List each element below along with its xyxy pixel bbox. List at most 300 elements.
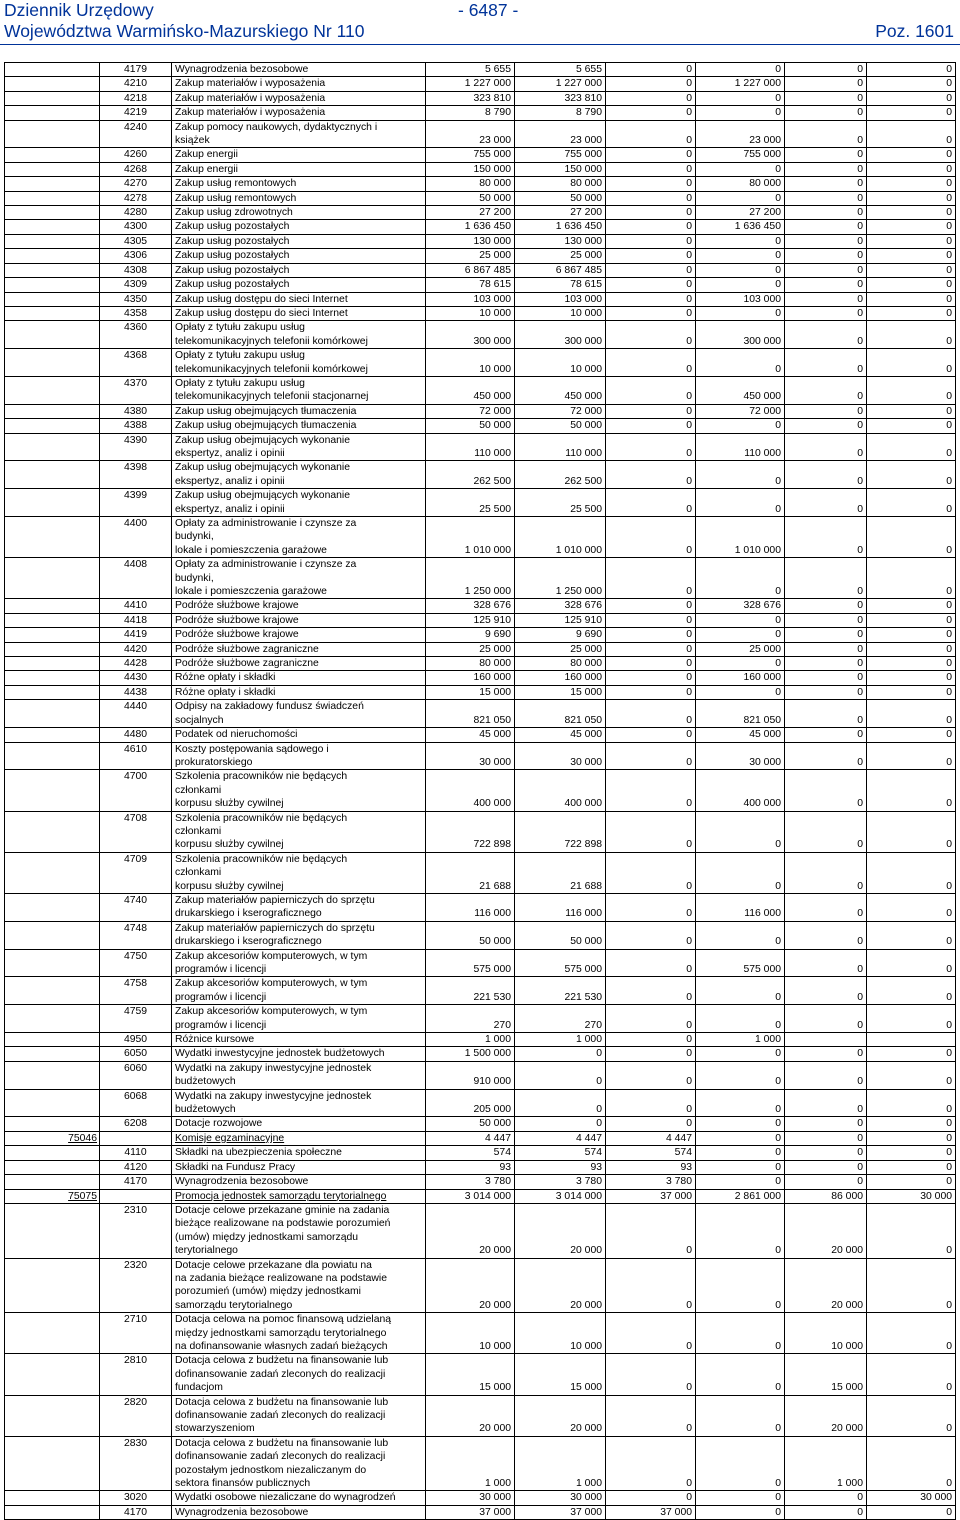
paragraph-code: 4358 xyxy=(100,306,172,320)
paragraph-code: 4438 xyxy=(100,685,172,699)
chapter-cell xyxy=(5,1175,100,1189)
amount-current: 20 000 xyxy=(515,1395,606,1436)
paragraph-code xyxy=(100,1131,172,1145)
amount-total: 50 000 xyxy=(426,419,515,433)
table-row xyxy=(5,220,956,234)
amount-total: 25 500 xyxy=(426,489,515,517)
amount-grants: 0 xyxy=(785,77,867,91)
amount-salaries: 0 xyxy=(606,1061,696,1089)
paragraph-code: 2310 xyxy=(100,1203,172,1258)
paragraph-code: 4280 xyxy=(100,206,172,220)
amount-total: 110 000 xyxy=(426,433,515,461)
amount-current: 130 000 xyxy=(515,234,606,248)
item-name: Składki na ubezpieczenia społeczne xyxy=(172,1146,426,1160)
item-name: Wynagrodzenia bezosobowe xyxy=(172,63,426,77)
paragraph-code: 4390 xyxy=(100,433,172,461)
item-name: Zakup usług remontowych xyxy=(172,191,426,205)
amount-other: 0 xyxy=(867,657,956,671)
item-name: Wydatki osobowe niezaliczane do wynagrodzeń xyxy=(172,1491,426,1505)
table-row xyxy=(5,321,956,349)
amount-current: 25 000 xyxy=(515,249,606,263)
table-row xyxy=(5,977,956,1005)
table-row xyxy=(5,191,956,205)
table-row xyxy=(5,1047,956,1061)
item-name: Opłaty za administrowanie i czynsze za budynki, lokale i pomieszczenia garażowe xyxy=(172,558,426,599)
chapter-cell xyxy=(5,1033,100,1047)
chapter-cell xyxy=(5,234,100,248)
table-row xyxy=(5,949,956,977)
item-name: Dotacje celowe przekazane gminie na zadania bieżące realizowane na podstawie porozumień (umów) między jednostkami samorządu terytorialnego xyxy=(172,1203,426,1258)
amount-salaries: 0 xyxy=(606,517,696,558)
chapter-cell xyxy=(5,404,100,418)
chapter-cell xyxy=(5,1117,100,1131)
paragraph-code: 4300 xyxy=(100,220,172,234)
item-name: Wydatki na zakupy inwestycyjne jednostek budżetowych xyxy=(172,1089,426,1117)
amount-salaries: 3 780 xyxy=(606,1175,696,1189)
item-name: Różnice kursowe xyxy=(172,1033,426,1047)
amount-current: 50 000 xyxy=(515,419,606,433)
item-name: Dotacja celowa z budżetu na finansowanie lub dofinansowanie zadań zleconych do realizacji pozostałym jednostkom niezaliczanym do sektora finansów publicznych xyxy=(172,1436,426,1491)
amount-other: 0 xyxy=(867,292,956,306)
amount-other: 0 xyxy=(867,419,956,433)
amount-grants: 0 xyxy=(785,811,867,852)
chapter-cell xyxy=(5,77,100,91)
chapter-cell xyxy=(5,206,100,220)
paragraph-code: 4308 xyxy=(100,263,172,277)
amount-grants: 0 xyxy=(785,700,867,728)
amount-salaries: 0 xyxy=(606,811,696,852)
amount-statutory: 23 000 xyxy=(696,120,785,148)
amount-current: 15 000 xyxy=(515,685,606,699)
amount-current: 93 xyxy=(515,1160,606,1174)
amount-other: 0 xyxy=(867,599,956,613)
amount-total: 25 000 xyxy=(426,642,515,656)
table-row xyxy=(5,685,956,699)
amount-salaries: 0 xyxy=(606,489,696,517)
amount-total: 50 000 xyxy=(426,1117,515,1131)
paragraph-code: 4210 xyxy=(100,77,172,91)
amount-total: 23 000 xyxy=(426,120,515,148)
table-row xyxy=(5,120,956,148)
amount-other: 30 000 xyxy=(867,1189,956,1203)
amount-current: 262 500 xyxy=(515,461,606,489)
amount-current: 50 000 xyxy=(515,921,606,949)
amount-current: 150 000 xyxy=(515,162,606,176)
paragraph-code: 4708 xyxy=(100,811,172,852)
amount-current: 10 000 xyxy=(515,349,606,377)
amount-statutory: 0 xyxy=(696,1131,785,1145)
item-name: Zakup akcesoriów komputerowych, w tym programów i licencji xyxy=(172,949,426,977)
paragraph-code: 4170 xyxy=(100,1175,172,1189)
paragraph-code: 4179 xyxy=(100,63,172,77)
amount-grants xyxy=(785,1033,867,1047)
amount-other: 0 xyxy=(867,206,956,220)
amount-statutory: 0 xyxy=(696,1160,785,1174)
paragraph-code: 2820 xyxy=(100,1395,172,1436)
amount-other: 0 xyxy=(867,893,956,921)
paragraph-code: 4748 xyxy=(100,921,172,949)
item-name: Zakup usług obejmujących tłumaczenia xyxy=(172,419,426,433)
table-row xyxy=(5,1491,956,1505)
amount-current: 20 000 xyxy=(515,1258,606,1313)
amount-current: 30 000 xyxy=(515,742,606,770)
amount-other: 0 xyxy=(867,770,956,811)
paragraph-code: 4370 xyxy=(100,376,172,404)
table-row xyxy=(5,263,956,277)
item-name: Zakup materiałów i wyposażenia xyxy=(172,91,426,105)
table-row xyxy=(5,77,956,91)
item-name: Zakup usług obejmujących wykonanie ekspertyz, analiz i opinii xyxy=(172,461,426,489)
item-name: Szkolenia pracowników nie będących członkami korpusu służby cywilnej xyxy=(172,852,426,893)
amount-current: 221 530 xyxy=(515,977,606,1005)
amount-statutory: 0 xyxy=(696,628,785,642)
amount-grants: 0 xyxy=(785,461,867,489)
amount-salaries: 0 xyxy=(606,306,696,320)
amount-other: 0 xyxy=(867,162,956,176)
chapter-cell xyxy=(5,613,100,627)
item-name: Szkolenia pracowników nie będących członkami korpusu służby cywilnej xyxy=(172,811,426,852)
item-name: Zakup usług zdrowotnych xyxy=(172,206,426,220)
amount-statutory: 575 000 xyxy=(696,949,785,977)
amount-salaries: 0 xyxy=(606,106,696,120)
paragraph-code: 4399 xyxy=(100,489,172,517)
amount-grants: 0 xyxy=(785,949,867,977)
amount-statutory: 0 xyxy=(696,1061,785,1089)
paragraph-code: 4420 xyxy=(100,642,172,656)
amount-grants: 0 xyxy=(785,349,867,377)
amount-grants: 0 xyxy=(785,1146,867,1160)
amount-total: 9 690 xyxy=(426,628,515,642)
amount-statutory: 1 000 xyxy=(696,1033,785,1047)
amount-current: 4 447 xyxy=(515,1131,606,1145)
amount-grants: 0 xyxy=(785,91,867,105)
chapter-cell xyxy=(5,91,100,105)
chapter-cell xyxy=(5,1189,100,1203)
item-name: Podatek od nieruchomości xyxy=(172,728,426,742)
item-name: Opłaty z tytułu zakupu usług telekomunikacyjnych telefonii komórkowej xyxy=(172,349,426,377)
amount-total: 4 447 xyxy=(426,1131,515,1145)
amount-current: 575 000 xyxy=(515,949,606,977)
chapter-cell xyxy=(5,263,100,277)
amount-total: 45 000 xyxy=(426,728,515,742)
amount-salaries: 0 xyxy=(606,657,696,671)
paragraph-code: 4368 xyxy=(100,349,172,377)
amount-statutory: 0 xyxy=(696,1436,785,1491)
amount-grants: 0 xyxy=(785,177,867,191)
amount-current: 21 688 xyxy=(515,852,606,893)
amount-grants: 0 xyxy=(785,404,867,418)
amount-salaries: 0 xyxy=(606,1005,696,1033)
header-rule xyxy=(0,44,960,45)
paragraph-code: 4440 xyxy=(100,700,172,728)
item-name: Zakup usług obejmujących wykonanie ekspertyz, analiz i opinii xyxy=(172,433,426,461)
amount-other: 0 xyxy=(867,349,956,377)
amount-statutory: 0 xyxy=(696,419,785,433)
paragraph-code: 4380 xyxy=(100,404,172,418)
amount-current: 1 636 450 xyxy=(515,220,606,234)
table-row xyxy=(5,206,956,220)
amount-grants: 0 xyxy=(785,162,867,176)
amount-statutory: 755 000 xyxy=(696,148,785,162)
amount-salaries: 0 xyxy=(606,558,696,599)
table-row xyxy=(5,489,956,517)
amount-salaries: 0 xyxy=(606,77,696,91)
chapter-cell xyxy=(5,700,100,728)
paragraph-code: 6060 xyxy=(100,1061,172,1089)
amount-total: 323 810 xyxy=(426,91,515,105)
amount-grants: 0 xyxy=(785,613,867,627)
amount-other: 0 xyxy=(867,1131,956,1145)
amount-other: 0 xyxy=(867,433,956,461)
amount-salaries: 0 xyxy=(606,1089,696,1117)
item-name: Zakup energii xyxy=(172,148,426,162)
table-row xyxy=(5,1505,956,1519)
amount-other: 0 xyxy=(867,1089,956,1117)
paragraph-code: 4260 xyxy=(100,148,172,162)
amount-salaries: 0 xyxy=(606,461,696,489)
amount-statutory: 0 xyxy=(696,1313,785,1354)
table-row xyxy=(5,1061,956,1089)
page-number: - 6487 - xyxy=(458,0,519,20)
item-name: Różne opłaty i składki xyxy=(172,685,426,699)
amount-current: 821 050 xyxy=(515,700,606,728)
item-name: Zakup materiałów papierniczych do sprzętu drukarskiego i kserograficznego xyxy=(172,893,426,921)
paragraph-code: 4410 xyxy=(100,599,172,613)
amount-current: 9 690 xyxy=(515,628,606,642)
amount-grants: 0 xyxy=(785,234,867,248)
amount-other: 0 xyxy=(867,921,956,949)
amount-other: 0 xyxy=(867,234,956,248)
amount-other: 0 xyxy=(867,1061,956,1089)
amount-statutory: 0 xyxy=(696,1047,785,1061)
amount-salaries: 574 xyxy=(606,1146,696,1160)
chapter-cell xyxy=(5,191,100,205)
chapter-cell xyxy=(5,306,100,320)
item-name: Zakup akcesoriów komputerowych, w tym programów i licencji xyxy=(172,1005,426,1033)
amount-current: 400 000 xyxy=(515,770,606,811)
amount-total: 160 000 xyxy=(426,671,515,685)
amount-current: 10 000 xyxy=(515,306,606,320)
amount-current: 45 000 xyxy=(515,728,606,742)
table-row xyxy=(5,599,956,613)
chapter-code: 75046 xyxy=(68,1132,97,1144)
paragraph-code: 4306 xyxy=(100,249,172,263)
table-row xyxy=(5,404,956,418)
item-name: Podróże służbowe krajowe xyxy=(172,599,426,613)
amount-current: 78 615 xyxy=(515,278,606,292)
amount-other: 0 xyxy=(867,1005,956,1033)
chapter-cell xyxy=(5,1131,100,1145)
amount-other: 30 000 xyxy=(867,1491,956,1505)
amount-total: 8 790 xyxy=(426,106,515,120)
chapter-cell xyxy=(5,770,100,811)
amount-grants: 0 xyxy=(785,433,867,461)
amount-salaries: 0 xyxy=(606,1258,696,1313)
amount-grants: 0 xyxy=(785,599,867,613)
amount-other: 0 xyxy=(867,1395,956,1436)
amount-grants: 0 xyxy=(785,1047,867,1061)
chapter-cell xyxy=(5,292,100,306)
item-name: Wynagrodzenia bezosobowe xyxy=(172,1175,426,1189)
amount-current: 80 000 xyxy=(515,657,606,671)
chapter-cell xyxy=(5,1313,100,1354)
item-name: Zakup usług pozostałych xyxy=(172,220,426,234)
amount-grants: 0 xyxy=(785,206,867,220)
amount-total: 50 000 xyxy=(426,921,515,949)
journal-title: Dziennik Urzędowy xyxy=(4,0,154,20)
amount-statutory: 1 636 450 xyxy=(696,220,785,234)
amount-other: 0 xyxy=(867,852,956,893)
amount-grants: 0 xyxy=(785,1061,867,1089)
amount-statutory: 1 227 000 xyxy=(696,77,785,91)
amount-current: 1 000 xyxy=(515,1436,606,1491)
budget-table xyxy=(4,62,956,1520)
amount-other: 0 xyxy=(867,404,956,418)
amount-grants: 0 xyxy=(785,1089,867,1117)
amount-statutory: 45 000 xyxy=(696,728,785,742)
amount-salaries: 0 xyxy=(606,1203,696,1258)
amount-total: 80 000 xyxy=(426,657,515,671)
amount-statutory: 0 xyxy=(696,558,785,599)
amount-other xyxy=(867,1033,956,1047)
amount-statutory: 0 xyxy=(696,613,785,627)
paragraph-code: 4750 xyxy=(100,949,172,977)
amount-other: 0 xyxy=(867,642,956,656)
item-name: Podróże służbowe zagraniczne xyxy=(172,657,426,671)
amount-other: 0 xyxy=(867,1505,956,1519)
paragraph-code: 4709 xyxy=(100,852,172,893)
amount-total: 1 010 000 xyxy=(426,517,515,558)
amount-current: 574 xyxy=(515,1146,606,1160)
item-name: Zakup usług dostępu do sieci Internet xyxy=(172,306,426,320)
chapter-cell xyxy=(5,671,100,685)
amount-total: 450 000 xyxy=(426,376,515,404)
amount-statutory: 0 xyxy=(696,1175,785,1189)
table-row xyxy=(5,106,956,120)
amount-current: 270 xyxy=(515,1005,606,1033)
amount-salaries: 0 xyxy=(606,700,696,728)
item-name: Podróże służbowe krajowe xyxy=(172,628,426,642)
amount-total: 205 000 xyxy=(426,1089,515,1117)
amount-total: 221 530 xyxy=(426,977,515,1005)
table-row xyxy=(5,613,956,627)
amount-grants: 0 xyxy=(785,770,867,811)
paragraph-code: 4950 xyxy=(100,1033,172,1047)
amount-salaries: 0 xyxy=(606,278,696,292)
amount-salaries: 0 xyxy=(606,1313,696,1354)
amount-current: 1 250 000 xyxy=(515,558,606,599)
amount-statutory: 72 000 xyxy=(696,404,785,418)
amount-statutory: 450 000 xyxy=(696,376,785,404)
amount-total: 150 000 xyxy=(426,162,515,176)
amount-current: 72 000 xyxy=(515,404,606,418)
table-row xyxy=(5,893,956,921)
amount-grants: 0 xyxy=(785,120,867,148)
amount-salaries: 37 000 xyxy=(606,1189,696,1203)
amount-other: 0 xyxy=(867,106,956,120)
table-row xyxy=(5,249,956,263)
voivodeship-title: Województwa Warmińsko-Mazurskiego Nr 110 xyxy=(4,21,365,41)
table-row xyxy=(5,770,956,811)
table-row xyxy=(5,461,956,489)
chapter-cell xyxy=(5,489,100,517)
paragraph-code: 6050 xyxy=(100,1047,172,1061)
amount-salaries: 0 xyxy=(606,770,696,811)
amount-statutory: 0 xyxy=(696,1146,785,1160)
chapter-cell xyxy=(5,728,100,742)
chapter-cell xyxy=(5,321,100,349)
amount-statutory: 0 xyxy=(696,191,785,205)
amount-statutory: 116 000 xyxy=(696,893,785,921)
paragraph-code: 3020 xyxy=(100,1491,172,1505)
amount-other: 0 xyxy=(867,1313,956,1354)
amount-grants: 10 000 xyxy=(785,1313,867,1354)
chapter-cell xyxy=(5,1160,100,1174)
amount-other: 0 xyxy=(867,177,956,191)
amount-salaries: 0 xyxy=(606,852,696,893)
amount-grants: 0 xyxy=(785,419,867,433)
amount-grants: 0 xyxy=(785,517,867,558)
amount-total: 1 250 000 xyxy=(426,558,515,599)
chapter-cell xyxy=(5,811,100,852)
amount-other: 0 xyxy=(867,1047,956,1061)
item-name: Dotacja celowa z budżetu na finansowanie lub dofinansowanie zadań zleconych do realizacji fundacjom xyxy=(172,1354,426,1395)
amount-other: 0 xyxy=(867,1354,956,1395)
table-row xyxy=(5,517,956,558)
table-row xyxy=(5,558,956,599)
amount-salaries: 0 xyxy=(606,120,696,148)
amount-statutory: 0 xyxy=(696,657,785,671)
amount-grants: 0 xyxy=(785,220,867,234)
amount-current: 25 000 xyxy=(515,642,606,656)
section-row xyxy=(5,1131,956,1145)
amount-other: 0 xyxy=(867,1160,956,1174)
table-row xyxy=(5,349,956,377)
amount-grants: 0 xyxy=(785,1117,867,1131)
table-row xyxy=(5,1354,956,1395)
amount-statutory: 0 xyxy=(696,921,785,949)
amount-statutory: 0 xyxy=(696,249,785,263)
paragraph-code: 4398 xyxy=(100,461,172,489)
item-name: Odpisy na zakładowy fundusz świadczeń socjalnych xyxy=(172,700,426,728)
amount-total: 125 910 xyxy=(426,613,515,627)
amount-statutory: 25 000 xyxy=(696,642,785,656)
amount-other: 0 xyxy=(867,558,956,599)
table-row xyxy=(5,811,956,852)
table-row xyxy=(5,1005,956,1033)
item-name: Wydatki na zakupy inwestycyjne jednostek budżetowych xyxy=(172,1061,426,1089)
amount-grants: 0 xyxy=(785,921,867,949)
chapter-cell xyxy=(5,977,100,1005)
chapter-cell xyxy=(5,433,100,461)
item-name: Zakup usług remontowych xyxy=(172,177,426,191)
table-body xyxy=(5,63,956,1520)
amount-total: 116 000 xyxy=(426,893,515,921)
amount-other: 0 xyxy=(867,191,956,205)
amount-statutory: 0 xyxy=(696,489,785,517)
amount-other: 0 xyxy=(867,263,956,277)
amount-total: 1 500 000 xyxy=(426,1047,515,1061)
table-row xyxy=(5,433,956,461)
amount-grants: 0 xyxy=(785,558,867,599)
amount-grants: 0 xyxy=(785,1491,867,1505)
chapter-cell xyxy=(5,1005,100,1033)
chapter-cell xyxy=(5,1258,100,1313)
amount-current: 1 010 000 xyxy=(515,517,606,558)
amount-salaries: 0 xyxy=(606,1354,696,1395)
item-name: Zakup akcesoriów komputerowych, w tym programów i licencji xyxy=(172,977,426,1005)
chapter-cell xyxy=(5,278,100,292)
